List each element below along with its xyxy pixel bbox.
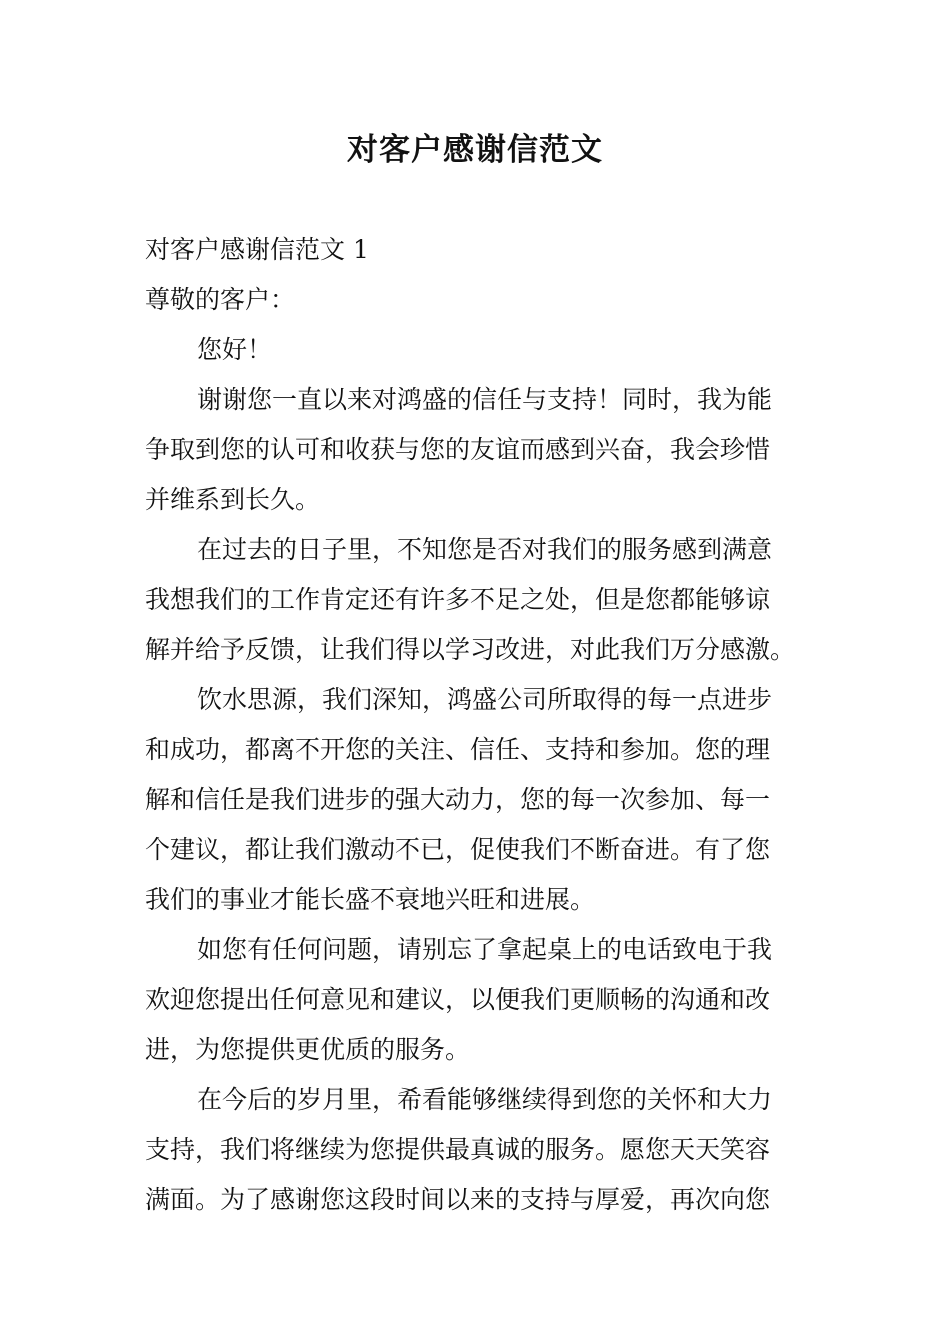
paragraph-line: 我们的事业才能长盛不衰地兴旺和进展。 [145,885,596,914]
paragraph-line: 满面。为了感谢您这段时间以来的支持与厚爱，再次向您 [145,1185,771,1214]
greeting: 您好！ [197,335,273,364]
paragraph-line: 个建议，都让我们激动不已，促使我们不断奋进。有了您 [145,835,771,864]
salutation: 尊敬的客户： [145,285,296,314]
document-title: 对客户感谢信范文 [347,132,603,168]
section-heading: 对客户感谢信范文 1 [145,235,369,264]
paragraph-line: 在今后的岁月里，希看能够继续得到您的关怀和大力 [197,1085,773,1114]
paragraph-line: 解并给予反馈，让我们得以学习改进，对此我们万分感激。 [145,635,796,664]
paragraph-line: 我想我们的工作肯定还有许多不足之处，但是您都能够谅 [145,585,771,614]
paragraph-line: 支持，我们将继续为您提供最真诚的服务。愿您天天笑容 [145,1135,771,1164]
paragraph-line: 并维系到长久。 [145,485,321,514]
paragraph-line: 饮水思源，我们深知，鸿盛公司所取得的每一点进步 [197,685,773,714]
paragraph-line: 解和信任是我们进步的强大动力，您的每一次参加、每一 [145,785,771,814]
paragraph-line: 和成功，都离不开您的关注、信任、支持和参加。您的理 [145,735,771,764]
document-body [145,225,810,1225]
paragraph-line: 如您有任何问题，请别忘了拿起桌上的电话致电于我 [197,935,773,964]
paragraph-line: 欢迎您提出任何意见和建议，以便我们更顺畅的沟通和改 [145,985,771,1014]
paragraph-line: 在过去的日子里，不知您是否对我们的服务感到满意 [197,535,773,564]
paragraph-line: 进，为您提供更优质的服务。 [145,1035,471,1064]
paragraph-line: 争取到您的认可和收获与您的友谊而感到兴奋，我会珍惜 [145,435,771,464]
paragraph-line: 谢谢您一直以来对鸿盛的信任与支持！同时，我为能 [197,385,773,414]
